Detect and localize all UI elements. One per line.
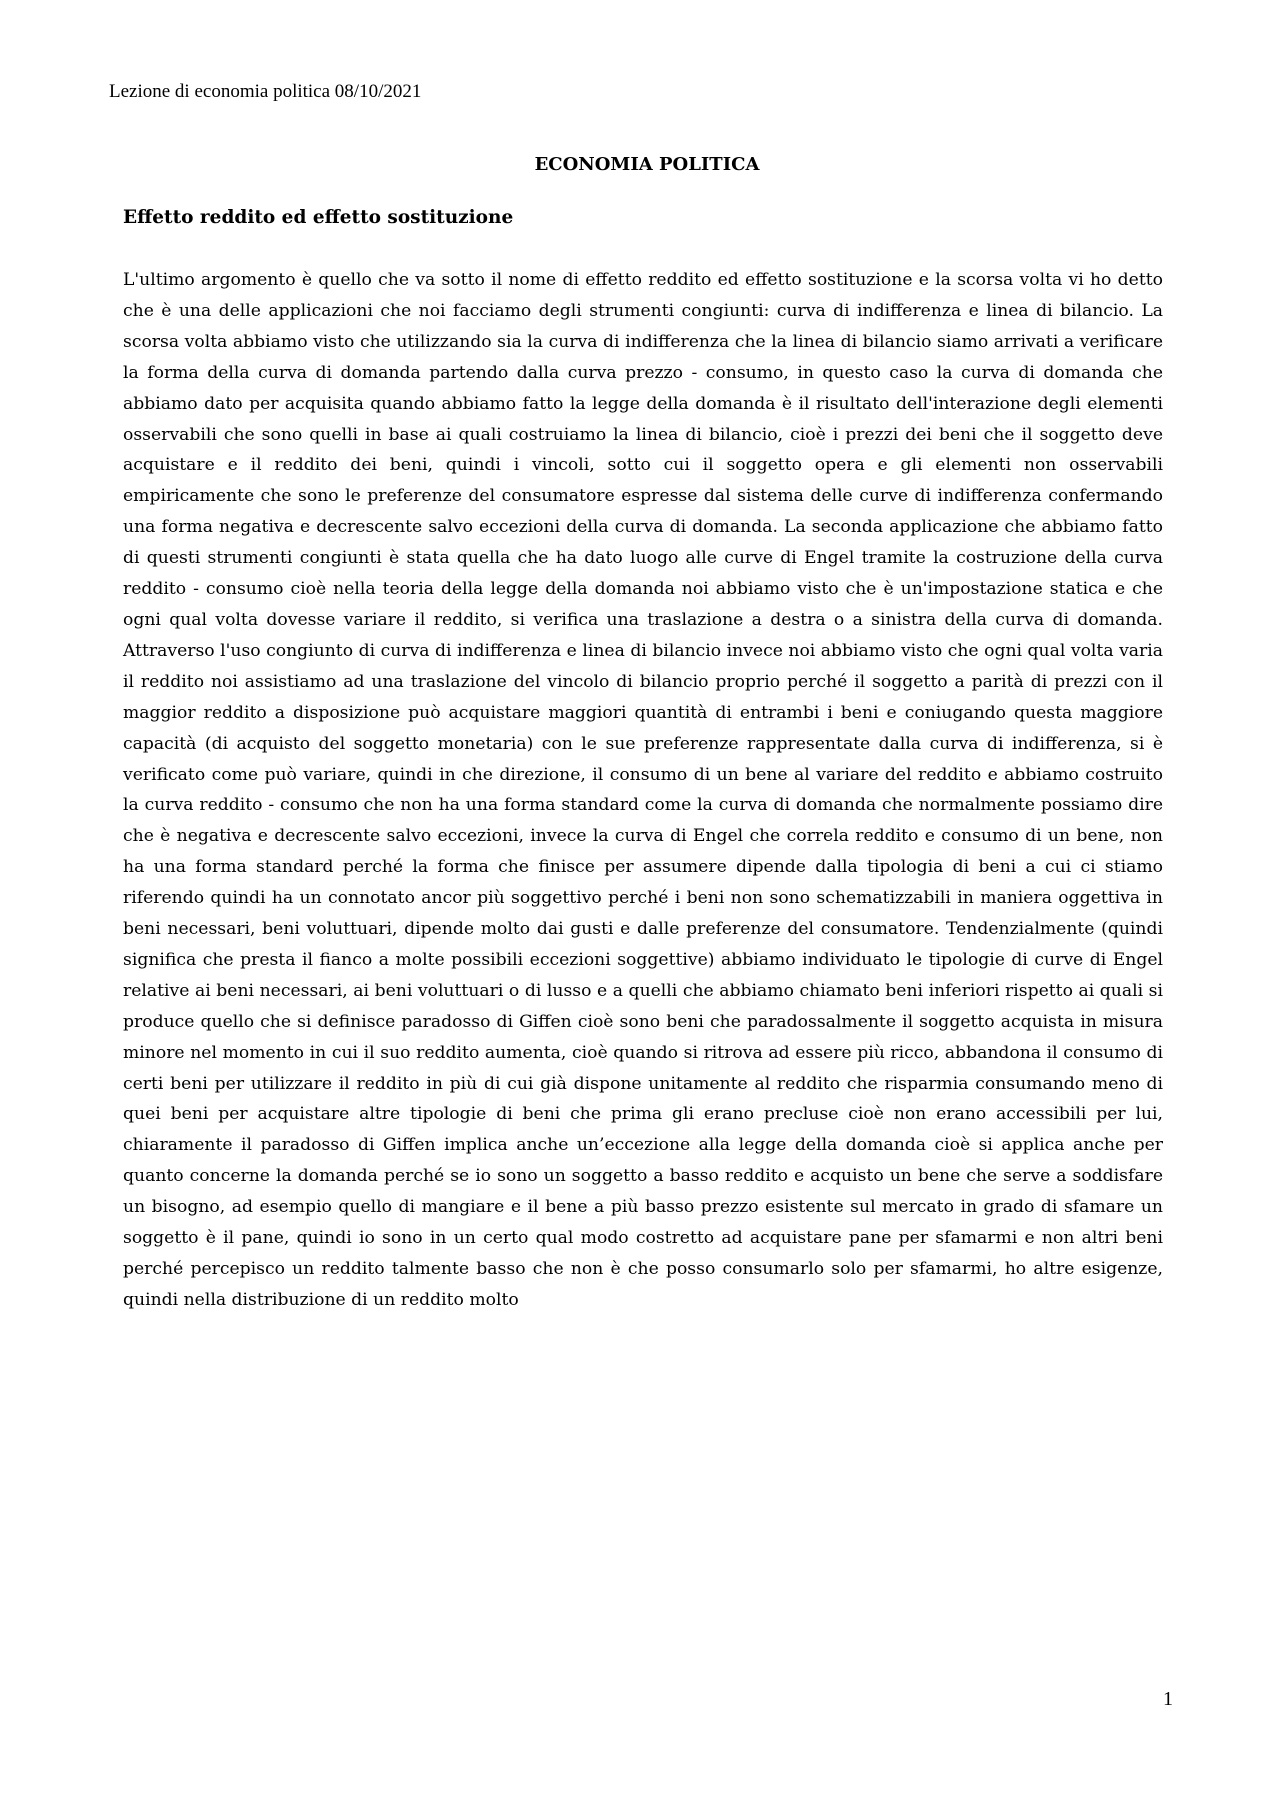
running-header: Lezione di economia politica 08/10/2021 (109, 81, 422, 102)
section-heading: Effetto reddito ed effetto sostituzione (123, 207, 514, 228)
body-paragraph: L'ultimo argomento è quello che va sotto il nome di effetto reddito ed effetto sostituzione e la scorsa volta vi ho detto che è una delle applicazioni che noi facciamo degli strumenti congiunti: curva di indifferenza e linea di bilancio. La scorsa volta abbiamo visto che utilizzando sia la curva di indifferenza che la linea di bilancio siamo arrivati a verificare la forma della curva di domanda partendo dalla curva prezzo - consumo, in questo caso la curva di domanda che abbiamo dato per acquisita quando abbiamo fatto la legge della domanda è il risultato dell'interazione degli elementi osservabili che sono quelli in base ai quali costruiamo la linea di bilancio, cioè i prezzi dei beni che il soggetto deve acquistare e il reddito dei beni, quindi i vincoli, sotto cui il soggetto opera e gli elementi non osservabili empiricamente che sono le preferenze del consumatore espresse dal sistema delle curve di indifferenza confermando una forma negativa e decrescente salvo eccezioni della curva di domanda. La seconda applicazione che abbiamo fatto di questi strumenti congiunti è stata quella che ha dato luogo alle curve di Engel tramite la costruzione della curva reddito - consumo cioè nella teoria della legge della domanda noi abbiamo visto che è un'impostazione statica e che ogni qual volta dovesse variare il reddito, si verifica una traslazione a destra o a sinistra della curva di domanda. Attraverso l'uso congiunto di curva di indifferenza e linea di bilancio invece noi abbiamo visto che ogni qual volta varia il reddito noi assistiamo ad una traslazione del vincolo di bilancio proprio perché il soggetto a parità di prezzi con il maggior reddito a disposizione può acquistare maggiori quantità di entrambi i beni e coniugando questa maggiore capacità (di acquisto del soggetto monetaria) con le sue preferenze rappresentate dalla curva di indifferenza, si è verificato come può variare, quindi in che direzione, il consumo di un bene al variare del reddito e abbiamo costruito la curva reddito - consumo che non ha una forma standard come la curva di domanda che normalmente possiamo dire che è negativa e decrescente salvo eccezioni, invece la curva di Engel che correla reddito e consumo di un bene, non ha una forma standard perché la forma che finisce per assumere dipende dalla tipologia di beni a cui ci stiamo riferendo quindi ha un connotato ancor più soggettivo perché i beni non sono schematizzabili in maniera oggettiva in beni necessari, beni voluttuari, dipende molto dai gusti e dalle preferenze del consumatore. Tendenzialmente (quindi significa che presta il fianco a molte possibili eccezioni soggettive) abbiamo individuato le tipologie di curve di Engel relative ai beni necessari, ai beni voluttuari o di lusso e a quelli che abbiamo chiamato beni inferiori rispetto ai quali si produce quello che si definisce paradosso di Giffen cioè sono beni che paradossalmente il soggetto acquista in misura minore nel momento in cui il suo reddito aumenta, cioè quando si ritrova ad essere più ricco, abbandona il consumo di certi beni per utilizzare il reddito in più di cui già dispone unitamente al reddito che risparmia consumando meno di quei beni per acquistare altre tipologie di beni che prima gli erano precluse cioè non erano accessibili per lui, chiaramente il paradosso di Giffen implica anche un’eccezione alla legge della domanda cioè si applica anche per quanto concerne la domanda perché se io sono un soggetto a basso reddito e acquisto un bene che serve a soddisfare un bisogno, ad esempio quello di mangiare e il bene a più basso prezzo esistente sul mercato in grado di sfamare un soggetto è il pane, quindi io sono in un certo qual modo costretto ad acquistare pane per sfamarmi e non altri beni perché percepisco un reddito talmente basso che non è che posso consumarlo solo per sfamarmi, ho altre esigenze, quindi nella distribuzione di un reddito molto (123, 270, 1163, 1310)
page-number: 1 (1163, 1688, 1173, 1710)
document-title: ECONOMIA POLITICA (534, 154, 760, 175)
